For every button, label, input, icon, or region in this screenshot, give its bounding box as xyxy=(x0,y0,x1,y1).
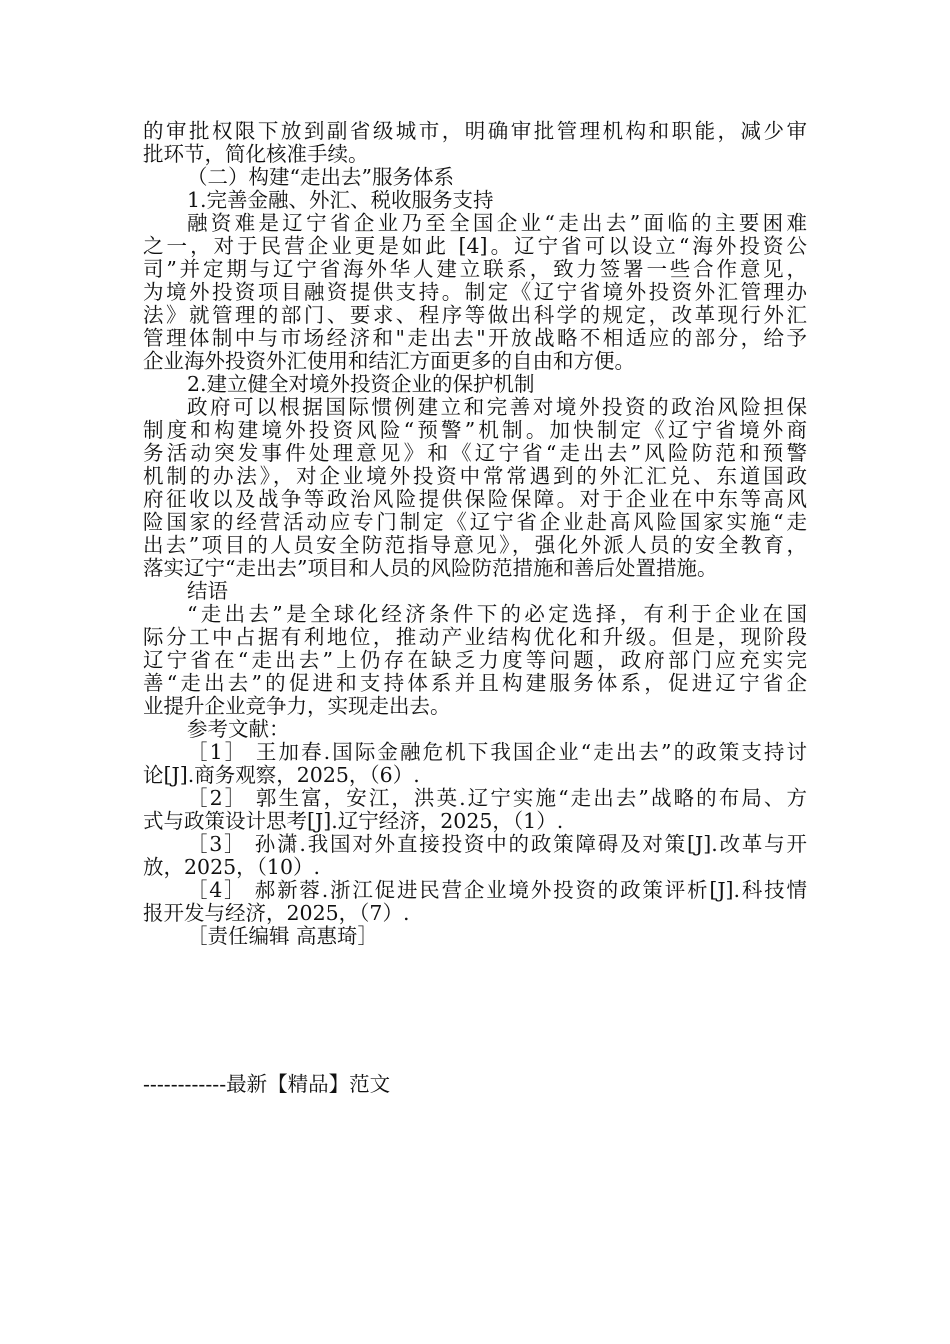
text-line: 管理体制中与市场经济和"走出去"开放战略不相适应的部分，给予 xyxy=(143,326,807,350)
text-line: 府征收以及战争等政治风险提供保险保障。对于企业在中东等高风 xyxy=(143,487,807,511)
text-line: ［4］ 郝新蓉.浙江促进民营企业境外投资的政策评析[J].科技情 xyxy=(187,878,807,902)
text-line: 务活动突发事件处理意见》和《辽宁省“走出去”风险防范和预警 xyxy=(143,441,807,465)
text-line: ［2］ 郭生富，安江，洪英.辽宁实施“走出去”战略的布局、方 xyxy=(187,786,807,810)
text-line: 司”并定期与辽宁省海外华人建立联系，致力签署一些合作意见， xyxy=(143,257,807,281)
text-line: ［1］ 王加春.国际金融危机下我国企业“走出去”的政策支持讨 xyxy=(187,740,807,764)
text-line: 善“走出去”的促进和支持体系并且构建服务体系，促进辽宁省企 xyxy=(143,671,807,695)
text-line: 式与政策设计思考[J].辽宁经济，2025，（1）. xyxy=(143,809,564,833)
text-line: 辽宁省在“走出去”上仍存在缺乏力度等问题，政府部门应充实完 xyxy=(143,648,807,672)
text-line: 结语 xyxy=(187,579,228,603)
text-line: 批环节，简化核准手续。 xyxy=(143,142,369,166)
text-line: 机制的办法》，对企业境外投资中常常遇到的外汇汇兑、东道国政 xyxy=(143,464,807,488)
text-line: 际分工中占据有利地位，推动产业结构优化和升级。但是，现阶段 xyxy=(143,625,807,649)
text-line: 业提升企业竞争力，实现走出去。 xyxy=(143,694,451,718)
text-line: 参考文献： xyxy=(187,717,290,741)
text-line: 政府可以根据国际惯例建立和完善对境外投资的政治风险担保 xyxy=(187,395,807,419)
text-line: 的审批权限下放到副省级城市，明确审批管理机构和职能，减少审 xyxy=(143,119,807,143)
text-line: 论[J].商务观察，2025，（6）. xyxy=(143,763,420,787)
text-line: 落实辽宁“走出去”项目和人员的风险防范措施和善后处置措施。 xyxy=(143,556,718,580)
text-line: 险国家的经营活动应专门制定《辽宁省企业赴高风险国家实施“走 xyxy=(143,510,807,534)
text-line: 放，2025，（10）. xyxy=(143,855,321,879)
text-line: 制度和构建境外投资风险“预警”机制。加快制定《辽宁省境外商 xyxy=(143,418,807,442)
text-line: 1.完善金融、外汇、税收服务支持 xyxy=(187,188,494,212)
text-line: 为境外投资项目融资提供支持。制定《辽宁省境外投资外汇管理办 xyxy=(143,280,807,304)
text-line: “走出去”是全球化经济条件下的必定选择，有利于企业在国 xyxy=(187,602,807,626)
text-line: ［3］ 孙潇.我国对外直接投资中的政策障碍及对策[J].改革与开 xyxy=(187,832,807,856)
text-line: 报开发与经济，2025，（7）. xyxy=(143,901,410,925)
text-line: 之一，对于民营企业更是如此 [4]。辽宁省可以设立“海外投资公 xyxy=(143,234,807,258)
footer-banner: ------------最新【精品】范文 xyxy=(143,1072,391,1096)
text-line: ［责任编辑 高惠琦］ xyxy=(187,924,379,948)
text-line: 法》就管理的部门、要求、程序等做出科学的规定，改革现行外汇 xyxy=(143,303,807,327)
text-line: 出去”项目的人员安全防范指导意见》，强化外派人员的安全教育， xyxy=(143,533,807,557)
text-line: 融资难是辽宁省企业乃至全国企业“走出去”面临的主要困难 xyxy=(187,211,807,235)
text-line: （二）构建“走出去”服务体系 xyxy=(187,165,454,189)
text-line: 2.建立健全对境外投资企业的保护机制 xyxy=(187,372,535,396)
text-line: 企业海外投资外汇使用和结汇方面更多的自由和方便。 xyxy=(143,349,635,373)
document-body xyxy=(143,120,807,948)
